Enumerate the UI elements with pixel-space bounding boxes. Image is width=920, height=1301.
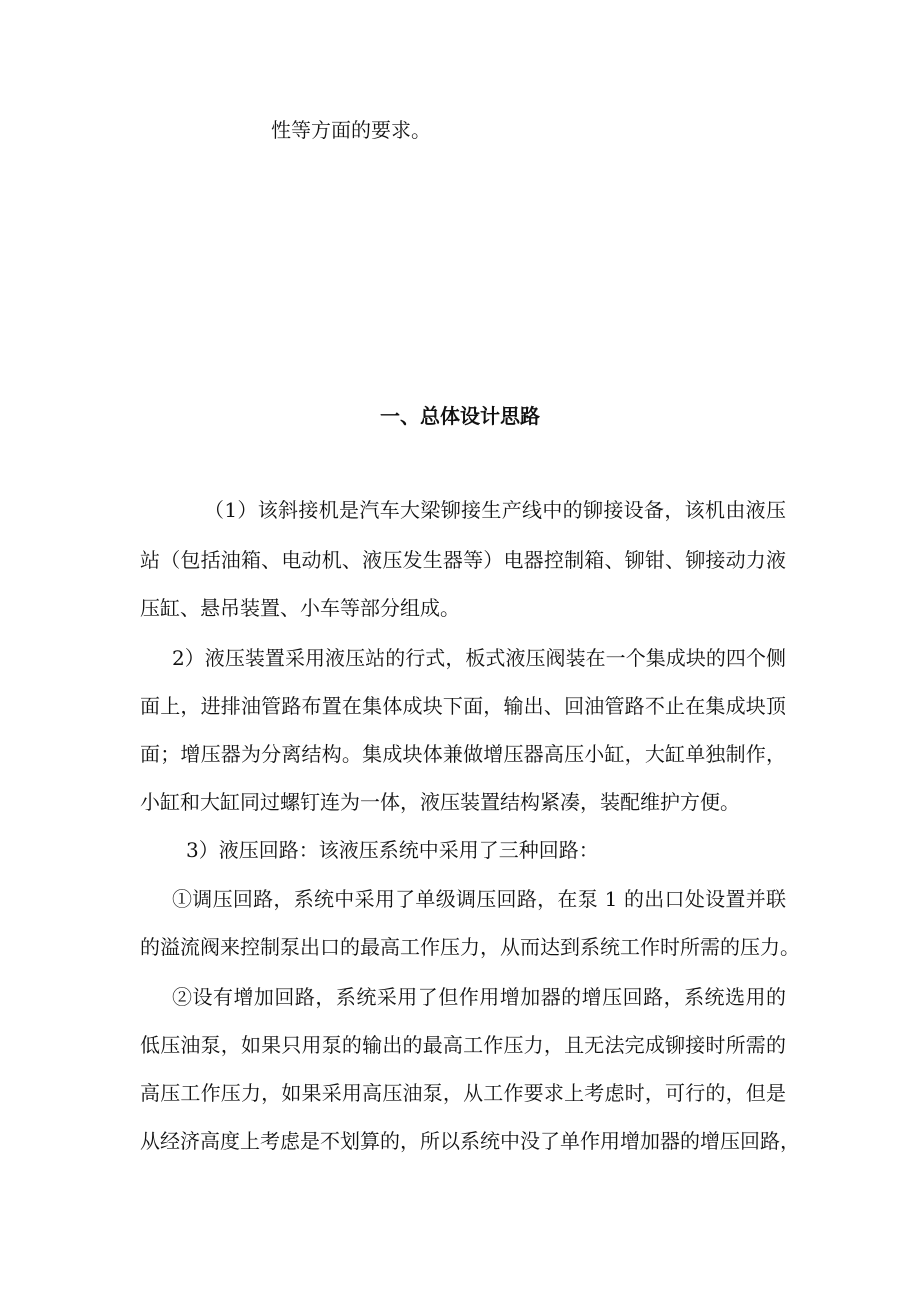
paragraph-1-line-2: 站（包括油箱、电动机、液压发生器等）电器控制箱、铆钳、铆接动力液 [140,548,786,572]
paragraph-3-line-1: 3）液压回路：该液压系统中采用了三种回路： [186,838,599,862]
paragraph-5-line-3: 高压工作压力，如果采用高压油泵，从工作要求上考虑时，可行的，但是 [140,1081,786,1105]
paragraph-1-line-1: （1）该斜接机是汽车大梁铆接生产线中的铆接设备，该机由液压 [204,498,786,522]
section-heading: 一、总体设计思路 [380,404,540,428]
paragraph-4-line-2: 的溢流阀来控制泵出口的最高工作压力，从而达到系统工作时所需的压力。 [140,935,800,959]
paragraph-2-line-3: 面；增压器为分离结构。集成块体兼做增压器高压小缸，大缸单独制作， [140,742,786,766]
paragraph-2-line-4: 小缸和大缸同过螺钉连为一体，液压装置结构紧凑，装配维护方便。 [140,790,740,814]
carryover-line: 性等方面的要求。 [271,118,431,142]
paragraph-4-line-1: ①调压回路，系统中采用了单级调压回路，在泵 1 的出口处设置并联 [172,887,786,911]
paragraph-2-line-1: 2）液压装置采用液压站的行式，板式液压阀装在一个集成块的四个侧 [172,646,786,670]
paragraph-5-line-4: 从经济高度上考虑是不划算的，所以系统中没了单作用增加器的增压回路， [140,1129,800,1153]
paragraph-5-line-2: 低压油泵，如果只用泵的输出的最高工作压力，且无法完成铆接时所需的 [140,1033,786,1057]
paragraph-2-line-2: 面上，进排油管路布置在集体成块下面，输出、回油管路不止在集成块顶 [140,694,786,718]
paragraph-1-line-3: 压缸、悬吊装置、小车等部分组成。 [140,596,460,620]
paragraph-5-line-1: ②设有增加回路，系统采用了但作用增加器的增压回路，系统选用的 [172,985,786,1009]
